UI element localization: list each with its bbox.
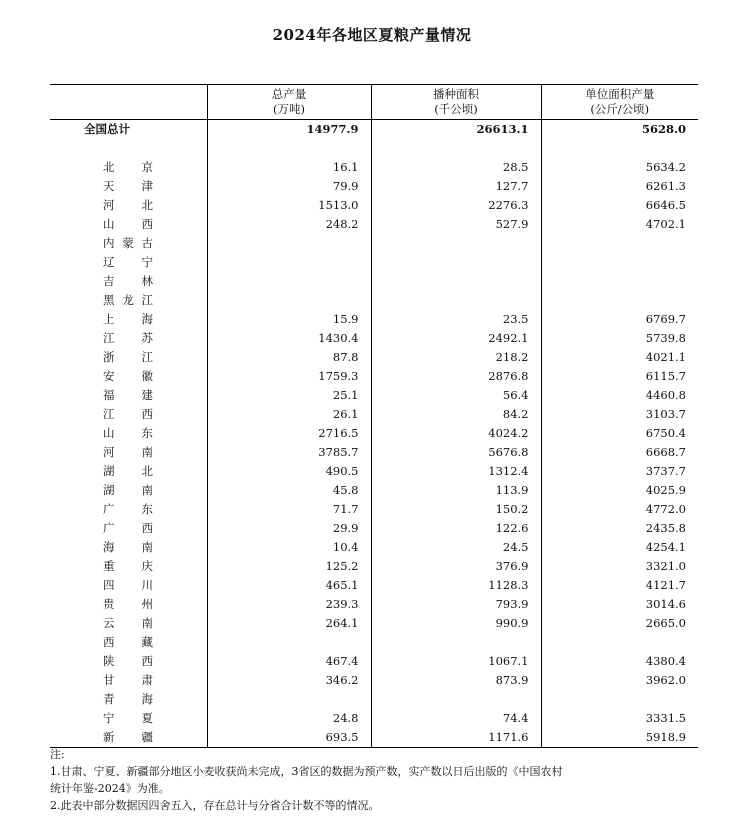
region-char: 广 — [103, 502, 115, 516]
region-name — [50, 633, 207, 652]
region-char: 山 — [103, 217, 115, 231]
output-cell: 2716.5 — [207, 424, 371, 443]
output-cell — [207, 253, 371, 272]
region-char: 州 — [141, 597, 153, 611]
region-name — [50, 709, 207, 728]
region-name — [50, 443, 207, 462]
output-cell: 1513.0 — [207, 196, 371, 215]
output-cell: 25.1 — [207, 386, 371, 405]
total-yield: 5628.0 — [541, 120, 698, 140]
header-area-unit: (千公顷) — [434, 102, 478, 116]
area-cell: 56.4 — [371, 386, 541, 405]
region-char: 江 — [141, 293, 153, 307]
output-cell: 87.8 — [207, 348, 371, 367]
table-row — [50, 215, 698, 234]
yield-cell — [541, 272, 698, 291]
area-cell: 1128.3 — [371, 576, 541, 595]
region-name — [50, 462, 207, 481]
output-cell: 1759.3 — [207, 367, 371, 386]
yield-cell: 3103.7 — [541, 405, 698, 424]
region-char: 山 — [103, 426, 115, 440]
region-char: 安 — [103, 369, 115, 383]
yield-cell — [541, 234, 698, 253]
area-cell: 4024.2 — [371, 424, 541, 443]
region-char: 西 — [141, 654, 153, 668]
area-cell: 376.9 — [371, 557, 541, 576]
region-char: 苏 — [141, 331, 153, 345]
region-name — [50, 595, 207, 614]
region-char: 上 — [103, 312, 115, 326]
table-row — [50, 177, 698, 196]
region-char: 新 — [103, 730, 115, 744]
table-row — [50, 348, 698, 367]
region-name — [50, 519, 207, 538]
region-char: 东 — [141, 502, 153, 516]
area-cell: 527.9 — [371, 215, 541, 234]
region-char: 广 — [103, 521, 115, 535]
output-cell — [207, 690, 371, 709]
yield-cell: 3321.0 — [541, 557, 698, 576]
area-cell: 84.2 — [371, 405, 541, 424]
region-char: 津 — [141, 179, 153, 193]
area-cell: 1312.4 — [371, 462, 541, 481]
area-cell: 990.9 — [371, 614, 541, 633]
yield-cell: 4380.4 — [541, 652, 698, 671]
yield-cell — [541, 253, 698, 272]
output-cell — [207, 272, 371, 291]
table-row — [50, 462, 698, 481]
table-row — [50, 329, 698, 348]
region-char: 内 — [103, 236, 115, 250]
region-name — [50, 500, 207, 519]
region-name — [50, 652, 207, 671]
yield-cell: 3014.6 — [541, 595, 698, 614]
region-char: 古 — [141, 236, 153, 250]
table-row — [50, 557, 698, 576]
region-char: 南 — [141, 616, 153, 630]
table-row — [50, 158, 698, 177]
area-cell: 113.9 — [371, 481, 541, 500]
total-row — [50, 120, 698, 140]
footnotes — [50, 746, 710, 814]
area-cell: 150.2 — [371, 500, 541, 519]
region-name — [50, 177, 207, 196]
table-row — [50, 443, 698, 462]
note-line-2: 统计年鉴-2024》为准。 — [50, 782, 170, 795]
output-cell: 45.8 — [207, 481, 371, 500]
region-char: 龙 — [122, 293, 134, 307]
yield-cell: 5739.8 — [541, 329, 698, 348]
region-name — [50, 215, 207, 234]
region-char: 肃 — [141, 673, 153, 687]
output-cell: 465.1 — [207, 576, 371, 595]
output-cell: 467.4 — [207, 652, 371, 671]
table-row — [50, 538, 698, 557]
yield-cell: 6261.3 — [541, 177, 698, 196]
region-name — [50, 424, 207, 443]
area-cell: 2876.8 — [371, 367, 541, 386]
region-char: 陕 — [103, 654, 115, 668]
header-output-unit: (万吨) — [273, 102, 305, 116]
region-char: 北 — [103, 160, 115, 174]
area-cell: 2492.1 — [371, 329, 541, 348]
region-char: 徽 — [141, 369, 153, 383]
region-char: 吉 — [103, 274, 115, 288]
region-char: 蒙 — [122, 236, 134, 250]
table-row — [50, 652, 698, 671]
note-line-3: 2.此表中部分数据因四舍五入，存在总计与分省合计数不等的情况。 — [50, 799, 380, 812]
area-cell — [371, 633, 541, 652]
header-area-name: 播种面积 — [433, 87, 479, 101]
note-line-1: 1.甘肃、宁夏、新疆部分地区小麦收获尚未完成，3省区的数据为预产数，实产数以日后出版的《中国农村 — [50, 765, 563, 778]
output-cell: 10.4 — [207, 538, 371, 557]
output-cell: 239.3 — [207, 595, 371, 614]
area-cell: 24.5 — [371, 538, 541, 557]
header-yield — [541, 85, 698, 120]
region-char: 宁 — [103, 711, 115, 725]
table-row — [50, 614, 698, 633]
table-row — [50, 481, 698, 500]
yield-cell — [541, 291, 698, 310]
header-area — [371, 85, 541, 120]
region-char: 福 — [103, 388, 115, 402]
region-char: 南 — [141, 445, 153, 459]
area-cell — [371, 234, 541, 253]
output-cell: 490.5 — [207, 462, 371, 481]
region-char: 浙 — [103, 350, 115, 364]
area-cell: 2276.3 — [371, 196, 541, 215]
output-cell: 24.8 — [207, 709, 371, 728]
region-char: 重 — [103, 559, 115, 573]
area-cell: 74.4 — [371, 709, 541, 728]
region-name — [50, 348, 207, 367]
region-char: 贵 — [103, 597, 115, 611]
region-name — [50, 234, 207, 253]
yield-cell — [541, 690, 698, 709]
region-char: 疆 — [141, 730, 153, 744]
total-label: 全国总计 — [84, 122, 130, 136]
header-output — [207, 85, 371, 120]
region-char: 川 — [141, 578, 153, 592]
region-name — [50, 538, 207, 557]
output-cell — [207, 633, 371, 652]
region-char: 建 — [141, 388, 153, 402]
summer-grain-table — [50, 84, 698, 748]
yield-cell: 5634.2 — [541, 158, 698, 177]
table-row — [50, 633, 698, 652]
region-char: 海 — [141, 692, 153, 706]
region-name — [50, 158, 207, 177]
output-cell: 3785.7 — [207, 443, 371, 462]
area-cell — [371, 291, 541, 310]
header-yield-unit: (公斤/公顷) — [590, 102, 650, 116]
yield-cell — [541, 633, 698, 652]
page-title: 2024年各地区夏粮产量情况 — [272, 26, 472, 44]
region-name — [50, 728, 207, 748]
region-char: 西 — [141, 521, 153, 535]
region-name — [50, 272, 207, 291]
region-char: 湖 — [103, 464, 115, 478]
region-name — [50, 291, 207, 310]
region-char: 江 — [141, 350, 153, 364]
output-cell: 29.9 — [207, 519, 371, 538]
output-cell: 71.7 — [207, 500, 371, 519]
region-char: 北 — [141, 464, 153, 478]
yield-cell: 2435.8 — [541, 519, 698, 538]
yield-cell: 6646.5 — [541, 196, 698, 215]
region-name — [50, 405, 207, 424]
area-cell — [371, 272, 541, 291]
yield-cell: 4121.7 — [541, 576, 698, 595]
notes-label: 注: — [50, 748, 65, 761]
yield-cell: 3962.0 — [541, 671, 698, 690]
table-row — [50, 690, 698, 709]
header-output-name: 总产量 — [271, 87, 307, 101]
region-name — [50, 253, 207, 272]
area-cell: 1067.1 — [371, 652, 541, 671]
region-char: 河 — [103, 198, 115, 212]
region-char: 庆 — [141, 559, 153, 573]
yield-cell: 4460.8 — [541, 386, 698, 405]
table-row — [50, 234, 698, 253]
region-name — [50, 671, 207, 690]
region-char: 夏 — [141, 711, 153, 725]
region-name — [50, 386, 207, 405]
area-cell — [371, 690, 541, 709]
region-char: 东 — [141, 426, 153, 440]
yield-cell: 6115.7 — [541, 367, 698, 386]
output-cell: 693.5 — [207, 728, 371, 748]
yield-cell: 6668.7 — [541, 443, 698, 462]
table-row — [50, 709, 698, 728]
output-cell: 346.2 — [207, 671, 371, 690]
output-cell: 248.2 — [207, 215, 371, 234]
region-char: 西 — [141, 407, 153, 421]
output-cell: 125.2 — [207, 557, 371, 576]
region-char: 四 — [103, 578, 115, 592]
yield-cell: 4254.1 — [541, 538, 698, 557]
area-cell — [371, 253, 541, 272]
table-row — [50, 576, 698, 595]
region-name — [50, 690, 207, 709]
region-name — [50, 367, 207, 386]
table-row — [50, 500, 698, 519]
table-row — [50, 728, 698, 748]
table-row — [50, 253, 698, 272]
yield-cell: 3331.5 — [541, 709, 698, 728]
region-name — [50, 576, 207, 595]
header-region — [50, 85, 207, 120]
output-cell: 1430.4 — [207, 329, 371, 348]
region-char: 藏 — [141, 635, 153, 649]
table-row — [50, 386, 698, 405]
total-output: 14977.9 — [207, 120, 371, 140]
region-char: 甘 — [103, 673, 115, 687]
region-char: 海 — [103, 540, 115, 554]
region-char: 河 — [103, 445, 115, 459]
yield-cell: 4702.1 — [541, 215, 698, 234]
table-row — [50, 405, 698, 424]
region-char: 林 — [141, 274, 153, 288]
table-row — [50, 196, 698, 215]
output-cell: 16.1 — [207, 158, 371, 177]
region-char: 青 — [103, 692, 115, 706]
region-name — [50, 481, 207, 500]
table-row — [50, 671, 698, 690]
area-cell: 127.7 — [371, 177, 541, 196]
output-cell: 79.9 — [207, 177, 371, 196]
area-cell: 28.5 — [371, 158, 541, 177]
region-char: 海 — [141, 312, 153, 326]
area-cell: 218.2 — [371, 348, 541, 367]
region-char: 南 — [141, 483, 153, 497]
table-row — [50, 424, 698, 443]
table-row — [50, 310, 698, 329]
total-area: 26613.1 — [371, 120, 541, 140]
area-cell: 5676.8 — [371, 443, 541, 462]
output-cell: 15.9 — [207, 310, 371, 329]
region-char: 京 — [141, 160, 153, 174]
region-char: 南 — [141, 540, 153, 554]
table-row — [50, 367, 698, 386]
yield-cell: 4021.1 — [541, 348, 698, 367]
header-yield-name: 单位面积产量 — [585, 87, 655, 101]
area-cell: 23.5 — [371, 310, 541, 329]
yield-cell: 6750.4 — [541, 424, 698, 443]
area-cell: 793.9 — [371, 595, 541, 614]
output-cell: 26.1 — [207, 405, 371, 424]
area-cell: 873.9 — [371, 671, 541, 690]
spacer-row — [50, 139, 698, 158]
yield-cell: 3737.7 — [541, 462, 698, 481]
region-name — [50, 614, 207, 633]
yield-cell: 4772.0 — [541, 500, 698, 519]
yield-cell: 2665.0 — [541, 614, 698, 633]
table-row — [50, 519, 698, 538]
region-char: 天 — [103, 179, 115, 193]
yield-cell: 6769.7 — [541, 310, 698, 329]
region-char: 辽 — [103, 255, 115, 269]
region-name — [50, 329, 207, 348]
region-char: 宁 — [141, 255, 153, 269]
region-char: 西 — [141, 217, 153, 231]
output-cell: 264.1 — [207, 614, 371, 633]
region-name — [50, 310, 207, 329]
region-char: 云 — [103, 616, 115, 630]
table-row — [50, 272, 698, 291]
yield-cell: 5918.9 — [541, 728, 698, 748]
region-name — [50, 557, 207, 576]
region-char: 黑 — [103, 293, 115, 307]
table-header-row — [50, 85, 698, 120]
region-name — [50, 196, 207, 215]
area-cell: 122.6 — [371, 519, 541, 538]
area-cell: 1171.6 — [371, 728, 541, 748]
yield-cell: 4025.9 — [541, 481, 698, 500]
region-char: 北 — [141, 198, 153, 212]
output-cell — [207, 291, 371, 310]
region-char: 西 — [103, 635, 115, 649]
region-char: 江 — [103, 407, 115, 421]
region-char: 湖 — [103, 483, 115, 497]
region-char: 江 — [103, 331, 115, 345]
output-cell — [207, 234, 371, 253]
table-row — [50, 291, 698, 310]
table-row — [50, 595, 698, 614]
